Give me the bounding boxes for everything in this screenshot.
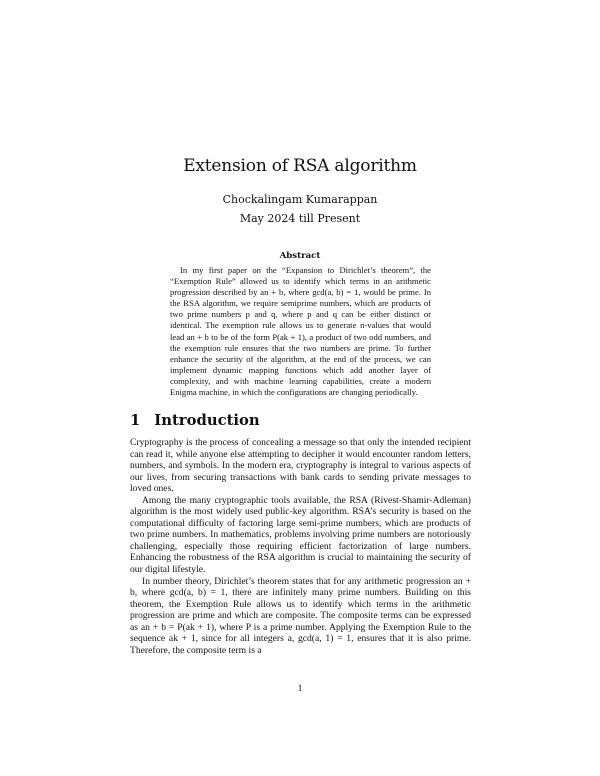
section-heading xyxy=(130,412,260,429)
page-number: 1 xyxy=(297,683,303,694)
section-body xyxy=(130,437,471,656)
section-title: Introduction xyxy=(154,412,260,429)
paper-title: Extension of RSA algorithm xyxy=(183,156,417,176)
paper-date: May 2024 till Present xyxy=(239,212,361,225)
abstract-text: In my first paper on the “Expansion to Dirichlet’s theorem”, the “Exemption Rule” allowed us to identify which terms in an arithmetic progression described by an + b, where gcd(a, b) = 1, would be prime. In the RSA algorithm, we require semiprime numbers, which are products of two prime numbers p and q, where p and q can be either distinct or identical. The exemption rule allows us to generate n-values that would lead an + b to be of the form P(ak + 1), a product of two odd numbers, and the exemption rule ensures that the two numbers are prime. To further enhance the security of the algorithm, at the end of the process, we can implement dynamic mapping functions which add another layer of complexity, and with machine learning capabilities, create a modern Enigma machine, in which the configurations are changing periodically. xyxy=(170,265,431,398)
abstract-heading: Abstract xyxy=(279,251,321,261)
author-name: Chockalingam Kumarappan xyxy=(222,193,378,206)
paragraph: In number theory, Dirichlet’s theorem states that for any arithmetic progression an + b, where gcd(a, b) = 1, there are infinitely many prime numbers. Building on this theorem, the Exemption Rule allows us to identify which terms in the arithmetic progression are prime and which are composite. The composite terms can be expressed as an + b = P(ak + 1), where P is a prime number. Applying the Exemption Rule to the sequence ak + 1, since for all integers a, gcd(a, 1) = 1, ensures that it is also prime. Therefore, the composite term is a xyxy=(130,575,471,656)
paragraph: Among the many cryptographic tools available, the RSA (Rivest-Shamir-Adleman) algorithm is the most widely used public-key algorithm. RSA’s security is based on the computational difficulty of factoring large semi-prime numbers, which are products of two prime numbers. In mathematics, problems involving prime numbers are notoriously challenging, especially those requiring efficient factorization of large numbers. Enhancing the robustness of the RSA algorithm is crucial to maintaining the security of our digital lifestyle. xyxy=(130,494,471,576)
paragraph: Cryptography is the process of concealing a message so that only the intended recipient can read it, while anyone else attempting to decipher it would encounter random letters, numbers, and symbols. In the modern era, cryptography is integral to various aspects of our lives, from securing transactions with bank cards to sending private messages to loved ones. xyxy=(130,437,471,495)
section-number: 1 xyxy=(130,412,141,429)
